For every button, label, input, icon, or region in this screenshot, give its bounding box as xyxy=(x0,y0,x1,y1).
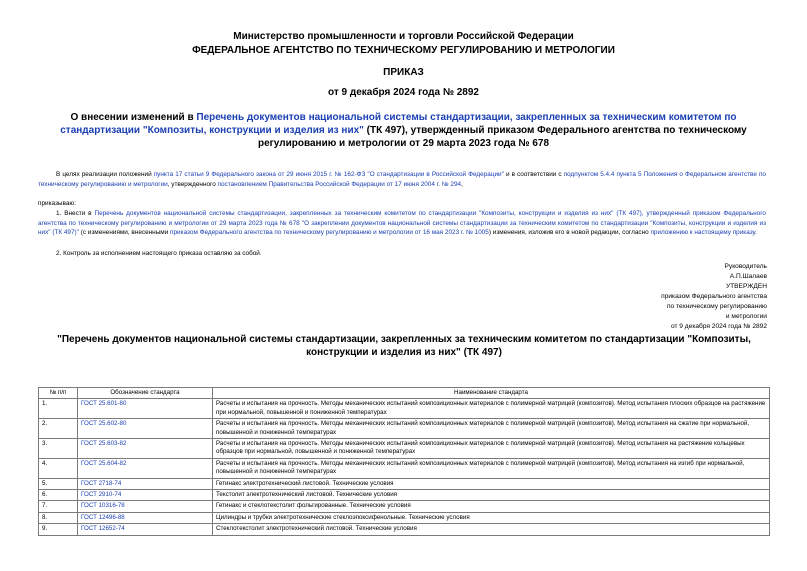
approved-label: УТВЕРЖДЕН xyxy=(725,283,767,290)
table-row xyxy=(39,439,770,459)
row-name: Гетинакс электротехнический листовой. Технические условия xyxy=(213,478,770,489)
federal-law-link[interactable]: пункта 17 статьи 9 Федерального закона от 29 июня 2015 г. № 162-ФЗ "О стандартизации в Российской Федерации" xyxy=(153,171,504,178)
row-name: Текстолит электротехнический листовой. Технические условия xyxy=(213,490,770,501)
row-code-cell xyxy=(78,458,213,478)
standard-link[interactable]: ГОСТ 25.602-80 xyxy=(81,420,127,428)
doc-type: ПРИКАЗ xyxy=(383,67,424,78)
table-row xyxy=(39,524,770,535)
row-name: Цилиндры и трубки электротехнические стеклоэпоксифенольные. Технические условия xyxy=(213,512,770,523)
standard-link[interactable]: ГОСТ 2718-74 xyxy=(81,479,122,487)
row-code-cell xyxy=(78,512,213,523)
preamble-text-a: В целях реализации положений xyxy=(56,171,154,178)
standards-table xyxy=(38,387,770,536)
standard-link[interactable]: ГОСТ 25.601-80 xyxy=(81,400,127,408)
title-suffix: (ТК 497), утвержденный приказом Федерального агентства по техническому регулированию и метрологии от 29 марта 2023 года № 678 xyxy=(257,125,747,149)
table-row xyxy=(39,399,770,419)
row-name: Расчеты и испытания на прочность. Методы механических испытаний композиционных материалов с полимерной матрицей (композитов). Метод испытания плоских образцов на растяжение при нормальной, повышенной и пониженной температурах xyxy=(213,399,770,419)
standard-link[interactable]: ГОСТ 12496-88 xyxy=(81,513,125,521)
title-list-link[interactable]: Перечень документов национальной системы стандартизации, закрепленных за техническим комитетом по стандартизации "Композиты, конструкции и изделия из них" xyxy=(60,112,737,136)
doc-date: от 9 декабря 2024 года № 2892 xyxy=(327,87,479,98)
row-number: 8. xyxy=(39,512,78,523)
row-code-cell xyxy=(78,478,213,489)
row-number: 9. xyxy=(39,524,78,535)
list-order-link[interactable]: Перечень документов национальной системы стандартизации, закрепленных за техническим комитетом по стандартизации "Композиты, конструкции и изделия из них" (ТК 497), утвержденный приказом Федерального агентства по техническому регулированию и метрологии от 29 марта 2023 года № 678 "О закреплении документов национальной системы стандартизации за техническим комитетом по стандартизации "Композиты, конструкции и изделия из них" (ТК 497)" xyxy=(38,210,766,237)
item1-text-a: 1. Внести в xyxy=(56,210,95,217)
paragraph-item-2: 2. Контроль за исполнением настоящего приказа оставляю за собой. xyxy=(56,250,262,257)
item1-text-d: . xyxy=(755,229,757,237)
doc-title xyxy=(30,111,777,150)
table-row xyxy=(39,478,770,489)
signer-role: Руководитель xyxy=(724,263,767,270)
table-row xyxy=(39,490,770,501)
row-name: Расчеты и испытания на прочность. Методы механических испытаний композиционных материалов с полимерной матрицей (композитов). Метод испытания на сжатие при нормальной, повышенной и пониженной температурах xyxy=(213,419,770,439)
table-row xyxy=(39,419,770,439)
standard-link[interactable]: ГОСТ 10316-78 xyxy=(81,502,125,510)
approved-by-2: по техническому регулированию xyxy=(666,303,767,310)
table-row xyxy=(39,458,770,478)
title-prefix: О внесении изменений в xyxy=(70,112,197,123)
standard-link[interactable]: ГОСТ 12652-74 xyxy=(81,525,125,533)
row-code-cell xyxy=(78,439,213,459)
preamble-text-c: , утвержденного xyxy=(167,180,218,188)
row-code-cell xyxy=(78,419,213,439)
table-header-row xyxy=(39,388,770,399)
standard-link[interactable]: ГОСТ 25.603-82 xyxy=(81,440,127,448)
paragraph-item-1 xyxy=(38,209,766,238)
approved-by-3: и метрологии xyxy=(725,313,767,320)
signature-block xyxy=(527,262,767,332)
row-code-cell xyxy=(78,399,213,419)
government-decree-link[interactable]: постановлением Правительства Российской Федерации от 17 июня 2004 г. № 294 xyxy=(217,180,462,188)
row-code-cell xyxy=(78,490,213,501)
paragraph-preamble xyxy=(38,170,766,189)
appendix-link[interactable]: приложению к настоящему приказу xyxy=(650,229,756,237)
row-number: 1. xyxy=(39,399,78,419)
row-code-cell xyxy=(78,501,213,512)
preamble-text-b: и в соответствии с xyxy=(503,171,564,178)
col-header-name: Наименование стандарта xyxy=(213,388,770,399)
table-row xyxy=(39,512,770,523)
row-number: 5. xyxy=(39,478,78,489)
approved-date: от 9 декабря 2024 года № 2892 xyxy=(670,323,767,330)
agency-name: ФЕДЕРАЛЬНОЕ АГЕНТСТВО ПО ТЕХНИЧЕСКОМУ РЕГУЛИРОВАНИЮ И МЕТРОЛОГИИ xyxy=(192,45,615,56)
ministry-name: Министерство промышленности и торговли Российской Федерации xyxy=(233,31,574,42)
row-name: Гетинакс и стеклотекстолит фольгированные. Технические условия xyxy=(213,501,770,512)
standard-link[interactable]: ГОСТ 2910-74 xyxy=(81,491,122,499)
row-number: 3. xyxy=(39,439,78,459)
item1-text-c: ) изменения, изложив его в новой редакции, согласно xyxy=(488,229,651,237)
row-number: 6. xyxy=(39,490,78,501)
signer-name: А.П.Шалаев xyxy=(729,273,767,280)
row-name: Расчеты и испытания на прочность. Методы механических испытаний композиционных материалов с полимерной матрицей (композитов). Метод испытания на изгиб при нормальной, повышенной и пониженной температурах xyxy=(213,458,770,478)
col-header-code: Обозначение стандарта xyxy=(78,388,213,399)
row-number: 7. xyxy=(39,501,78,512)
preamble-text-d: , xyxy=(461,180,463,188)
paragraph-order-word: приказываю: xyxy=(38,200,76,207)
col-header-number: № п/п xyxy=(39,388,78,399)
row-code-cell xyxy=(78,524,213,535)
item1-text-b: (с изменениями, внесенными xyxy=(78,229,171,237)
regulation-link[interactable]: подпунктом 5.4.4 пункта 5 Положения о Федеральном агентстве по техническому регулированию и метрологии xyxy=(38,171,766,188)
table-row xyxy=(39,501,770,512)
row-name: Стеклотекстолит электротехнический листовой. Технические условия xyxy=(213,524,770,535)
list-title: "Перечень документов национальной системы стандартизации, закрепленных за техническим комитетом по стандартизации "Композиты, конструкции и изделия из них" (ТК 497) xyxy=(57,334,751,358)
amendment-order-link[interactable]: приказом Федерального агентства по техническому регулированию и метрологии от 16 мая 2023 г. № 1005 xyxy=(170,229,489,237)
row-number: 2. xyxy=(39,419,78,439)
standard-link[interactable]: ГОСТ 25.604-82 xyxy=(81,459,127,467)
approved-by-1: приказом Федерального агентства xyxy=(661,293,767,300)
row-name: Расчеты и испытания на прочность. Методы механических испытаний композиционных материалов с полимерной матрицей (композитов). Метод испытания на растяжение кольцевых образцов при нормальной, повышенной и пониженной температурах xyxy=(213,439,770,459)
row-number: 4. xyxy=(39,458,78,478)
